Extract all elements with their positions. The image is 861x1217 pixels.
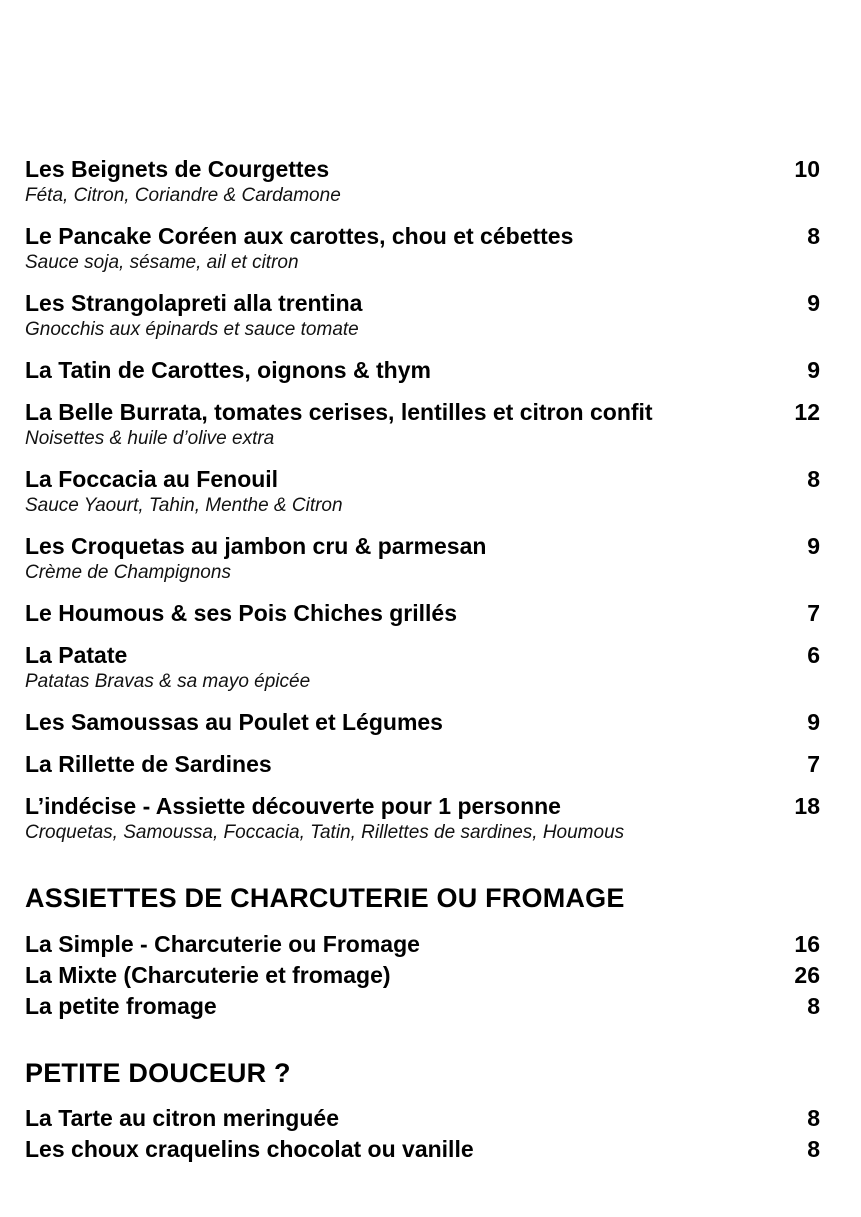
dish-price: 8 (807, 223, 820, 249)
dessert-list (25, 1103, 820, 1165)
dish-description: Sauce soja, sésame, ail et citron (25, 252, 299, 273)
dish-item (25, 707, 820, 749)
dish-description: Patatas Bravas & sa mayo épicée (25, 671, 311, 692)
item-price: 26 (794, 962, 820, 988)
dish-price: 8 (807, 466, 820, 492)
dish-item (25, 749, 820, 791)
dish-price: 18 (794, 793, 820, 819)
dish-name: La Belle Burrata, tomates cerises, lentilles et citron confit (25, 399, 653, 425)
dessert-item (25, 1134, 820, 1165)
section-heading-dessert: PETITE DOUCEUR ? (25, 1058, 291, 1088)
item-name: La Simple - Charcuterie ou Fromage (25, 931, 420, 957)
dish-name: Les Croquetas au jambon cru & parmesan (25, 533, 487, 559)
dish-name: La Rillette de Sardines (25, 751, 272, 777)
item-price: 8 (807, 1105, 820, 1131)
dish-name: La Tatin de Carottes, oignons & thym (25, 357, 431, 383)
dish-item (25, 464, 820, 531)
dish-name: L’indécise - Assiette découverte pour 1 personne (25, 793, 561, 819)
dish-name: Le Houmous & ses Pois Chiches grillés (25, 600, 458, 626)
dish-item (25, 531, 820, 598)
dish-item (25, 640, 820, 707)
item-price: 8 (807, 993, 820, 1019)
dish-item (25, 397, 820, 464)
dish-price: 10 (794, 156, 820, 182)
menu-page (25, 0, 820, 1217)
dish-price: 12 (794, 399, 820, 425)
dish-price: 7 (807, 600, 820, 626)
dish-description: Féta, Citron, Coriandre & Cardamone (25, 185, 341, 206)
dish-item (25, 791, 820, 858)
dish-name: Le Pancake Coréen aux carottes, chou et cébettes (25, 223, 574, 249)
dish-name: Les Beignets de Courgettes (25, 156, 330, 182)
item-name: La petite fromage (25, 993, 217, 1019)
dish-item (25, 154, 820, 221)
dish-price: 9 (807, 533, 820, 559)
item-price: 16 (794, 931, 820, 957)
dish-price: 9 (807, 709, 820, 735)
charcuterie-list (25, 929, 820, 1022)
item-name: La Mixte (Charcuterie et fromage) (25, 962, 391, 988)
dish-price: 7 (807, 751, 820, 777)
dish-item (25, 598, 820, 640)
item-name: Les choux craquelins chocolat ou vanille (25, 1136, 474, 1162)
dish-description: Gnocchis aux épinards et sauce tomate (25, 319, 359, 340)
item-name: La Tarte au citron meringuée (25, 1105, 339, 1131)
dessert-item (25, 1103, 820, 1134)
dish-name: Les Strangolapreti alla trentina (25, 290, 363, 316)
dish-description: Croquetas, Samoussa, Foccacia, Tatin, Rillettes de sardines, Houmous (25, 822, 625, 843)
charcuterie-item (25, 960, 820, 991)
dish-price: 9 (807, 357, 820, 383)
charcuterie-item (25, 929, 820, 960)
dish-item (25, 355, 820, 397)
section-heading-charcuterie: ASSIETTES DE CHARCUTERIE OU FROMAGE (25, 883, 625, 913)
dish-list (25, 154, 820, 858)
dish-price: 6 (807, 642, 820, 668)
dish-price: 9 (807, 290, 820, 316)
item-price: 8 (807, 1136, 820, 1162)
charcuterie-item (25, 991, 820, 1022)
dish-description: Crème de Champignons (25, 562, 231, 583)
dish-item (25, 288, 820, 355)
dish-description: Sauce Yaourt, Tahin, Menthe & Citron (25, 495, 343, 516)
dish-description: Noisettes & huile d’olive extra (25, 428, 275, 449)
dish-name: Les Samoussas au Poulet et Légumes (25, 709, 443, 735)
dish-name: La Patate (25, 642, 128, 668)
dish-name: La Foccacia au Fenouil (25, 466, 279, 492)
dish-item (25, 221, 820, 288)
